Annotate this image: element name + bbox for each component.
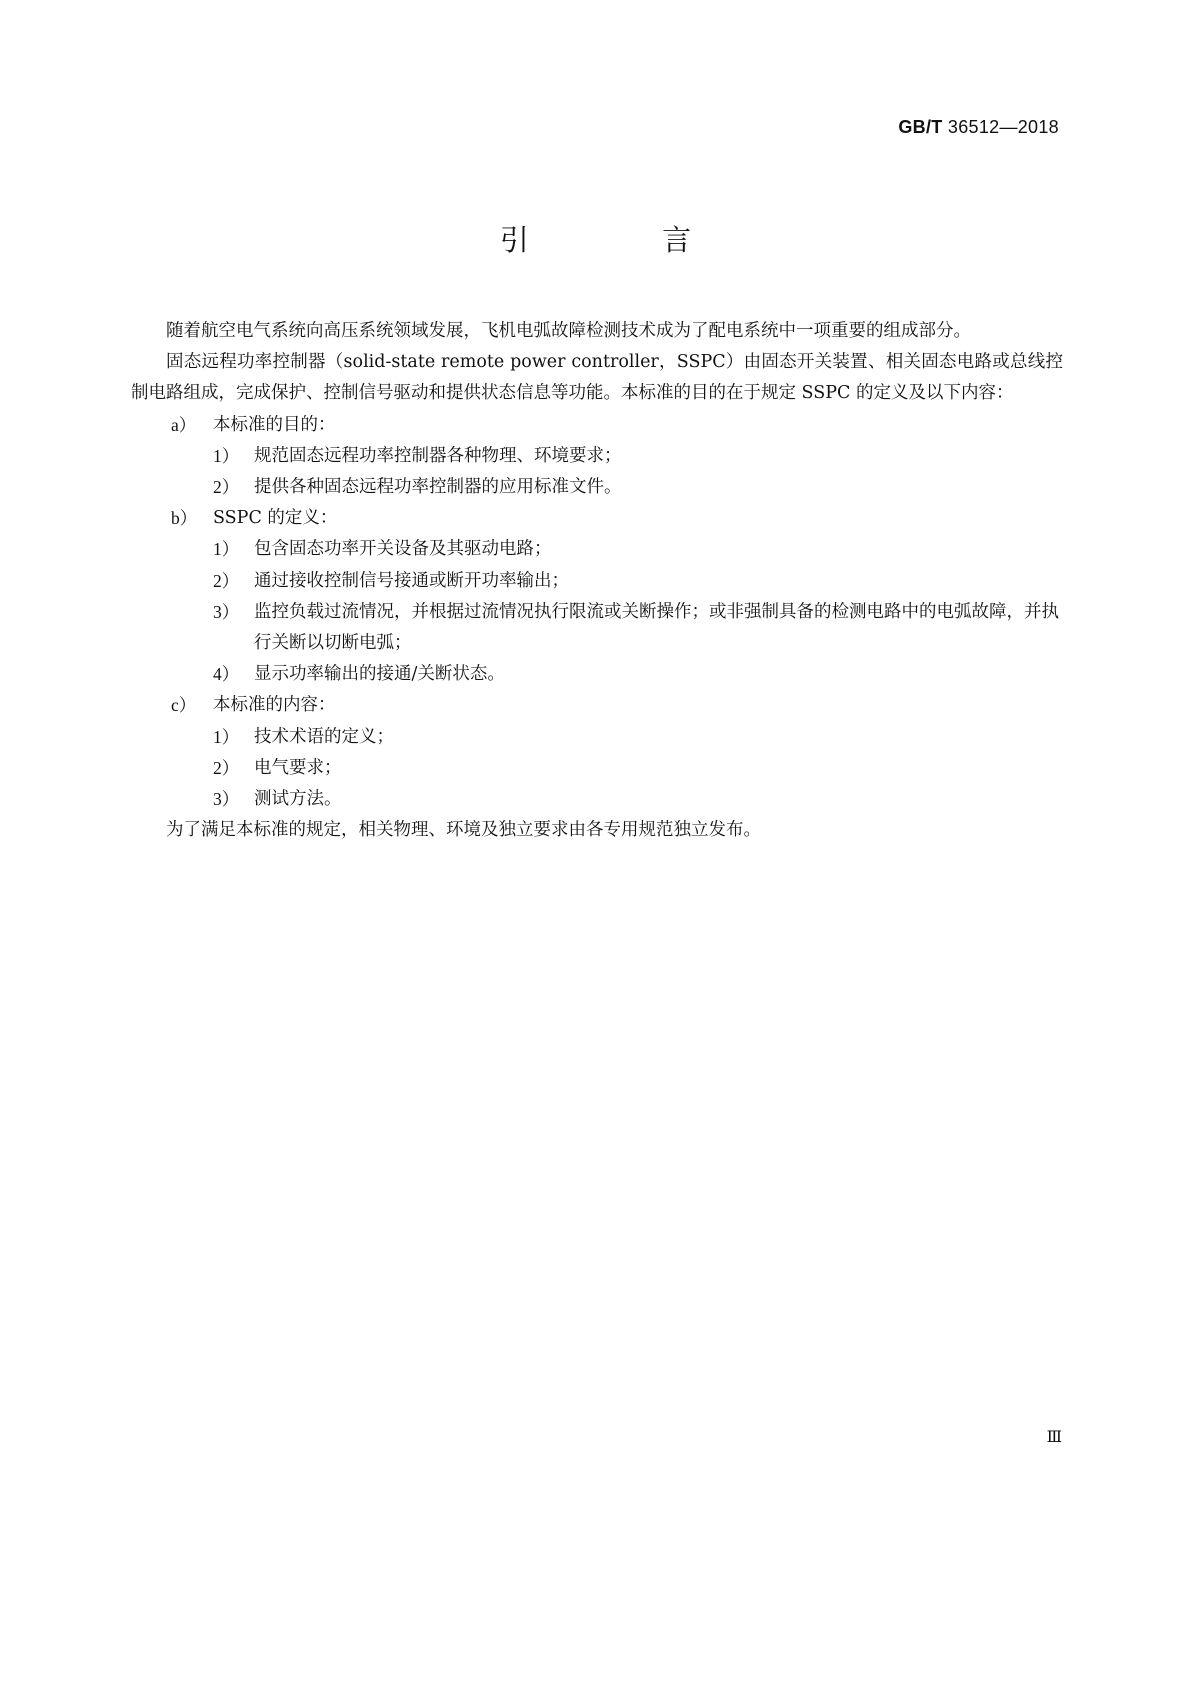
- list-item: [131, 597, 1063, 659]
- list-marker: 3）: [213, 789, 240, 810]
- list-marker: 1）: [213, 539, 240, 560]
- list-marker: 1）: [213, 726, 240, 747]
- list-label: 本标准的目的：: [213, 414, 336, 435]
- list-marker: 2）: [213, 477, 240, 498]
- list-marker: 2）: [213, 570, 240, 591]
- list-item-text: 技术术语的定义；: [254, 726, 394, 747]
- list-item-text: 监控负载过流情况，并根据过流情况执行限流或关断操作；或非强制具备的检测电路中的电弧故障，并执行关断以切断电弧；: [254, 601, 1059, 654]
- page-number: Ⅲ: [1046, 1429, 1062, 1446]
- list-item-text: 提供各种固态远程功率控制器的应用标准文件。: [254, 477, 622, 498]
- intro-paragraph-1: 随着航空电气系统向高压系统领域发展，飞机电弧故障检测技术成为了配电系统中一项重要的组成部分。: [166, 321, 971, 341]
- list-item: [131, 753, 1063, 784]
- list-item-text: 测试方法。: [254, 789, 342, 810]
- list-marker: 2）: [213, 757, 240, 778]
- list-item-text: 包含固态功率开关设备及其驱动电路；: [254, 539, 552, 560]
- list-c-heading: [131, 690, 1063, 721]
- list-marker: 1）: [213, 445, 240, 466]
- list-item-text: 规范固态远程功率控制器各种物理、环境要求；: [254, 445, 622, 466]
- list-item-text: 显示功率输出的接通/关断状态。: [254, 664, 505, 685]
- list-item: [131, 534, 1063, 565]
- list-item: [131, 659, 1063, 690]
- list-item: [131, 784, 1063, 815]
- list-item: [131, 722, 1063, 753]
- list-marker: b）: [171, 508, 198, 529]
- list-item: [131, 441, 1063, 472]
- list-marker: c）: [171, 695, 197, 716]
- document-body: [131, 316, 1063, 846]
- list-item: [131, 472, 1063, 503]
- list-b-heading: [131, 503, 1063, 534]
- page-title: 引 言: [499, 223, 754, 257]
- list-a-heading: [131, 410, 1063, 441]
- list-item-text: 电气要求；: [254, 757, 342, 778]
- list-marker: 4）: [213, 664, 240, 685]
- closing-paragraph: 为了满足本标准的规定，相关物理、环境及独立要求由各专用规范独立发布。: [166, 820, 761, 841]
- list-marker: a）: [171, 414, 197, 435]
- list-item-text: 通过接收控制信号接通或断开功率输出；: [254, 570, 569, 591]
- list-label: 本标准的内容：: [213, 695, 336, 716]
- standard-code: [898, 117, 1059, 138]
- list-marker: 3）: [213, 601, 240, 622]
- list-item: [131, 566, 1063, 597]
- intro-paragraph-2: 固态远程功率控制器（solid-state remote power controller，SSPC）由固态开关装置、相关固态电路或总线控制电路组成，完成保护、控制信号驱动和提供状态信息等功能。本标准的目的在于规定 SSPC 的定义及以下内容：: [131, 352, 1063, 404]
- standard-number: 36512—2018: [947, 117, 1059, 137]
- standard-prefix: GB/T: [898, 117, 943, 137]
- list-label: SSPC 的定义：: [213, 508, 338, 529]
